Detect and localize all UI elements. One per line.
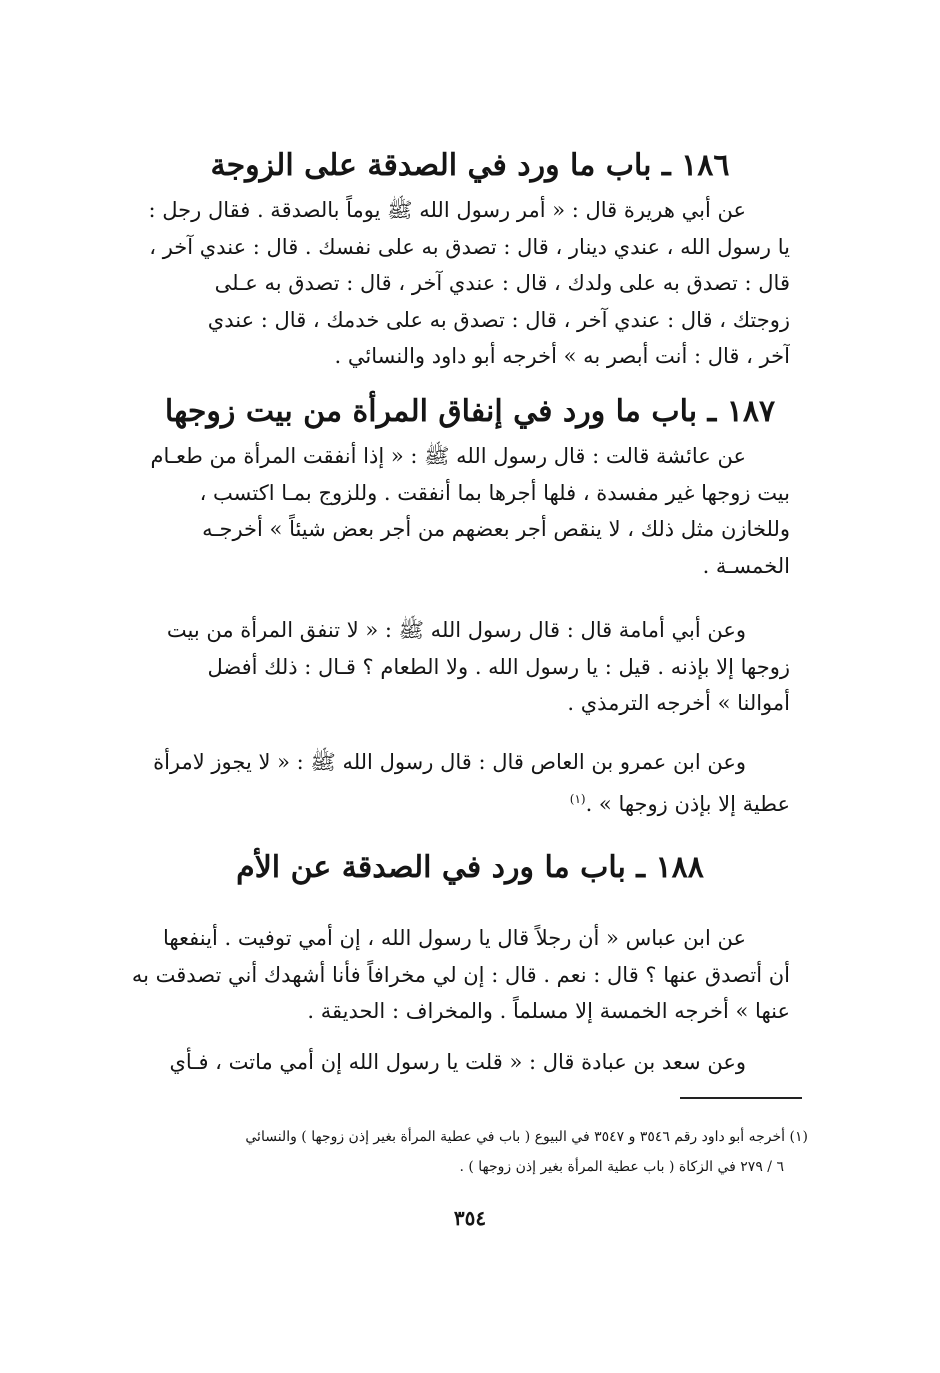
hadith-paragraph (122, 192, 790, 375)
text-line: وللخازن مثل ذلك ، لا ينقص أجر بعضهم من أجر بعض شيئاً » أخرجـه (202, 517, 790, 541)
chapter-heading-187: ١٨٧ ـ باب ما ورد في إنفاق المرأة من بيت زوجها (164, 394, 776, 429)
page-number: ٣٥٤ (453, 1206, 487, 1230)
text-line: عن أبي هريرة قال : « أمر رسول الله ﷺ يوماً بالصدقة . فقال رجل : (148, 198, 746, 222)
text-line: زوجتك ، قال : عندي آخر ، قال : تصدق به على خدمك ، قال : عندي (207, 307, 790, 332)
text-line: يا رسول الله ، عندي دينار ، قال : تصدق به على نفسك . قال : عندي آخر ، (149, 234, 790, 259)
hadith-paragraph (122, 1044, 790, 1081)
text-line: أن أتصدق عنها ؟ قال : نعم . قال : إن لي مخرافاً فأنا أشهدك أني تصدقت به (131, 962, 790, 987)
text-line: قال : تصدق به على ولدك ، قال : عندي آخر ، قال : تصدق به عـلى (214, 271, 790, 295)
footnote (128, 1122, 808, 1182)
chapter-heading-186: ١٨٦ ـ باب ما ورد في الصدقة على الزوجة (210, 148, 730, 183)
footnote-line: ٦ / ٢٧٩ في الزكاة ( باب عطية المرأة بغير إذن زوجها ) . (459, 1159, 784, 1175)
hadith-paragraph (122, 744, 790, 822)
hadith-paragraph (122, 438, 790, 584)
text-line-content: عطية إلا بإذن زوجها » . (585, 791, 790, 816)
footnote-marker: (١) (569, 791, 586, 806)
text-line: وعن ابن عمرو بن العاص قال : قال رسول الله ﷺ : « لا يجوز لامرأة (153, 750, 746, 774)
text-line: بيت زوجها غير مفسدة ، فلها أجرها بما أنفقت . وللزوج بمـا اكتسب ، (199, 480, 790, 505)
text-line (122, 781, 790, 823)
hadith-paragraph (122, 920, 790, 1030)
text-line: وعن سعد بن عبادة قال : « قلت يا رسول الله إن أمي ماتت ، فـأي (169, 1050, 746, 1074)
text-line: عن عائشة قالت : قال رسول الله ﷺ : « إذا أنفقت المرأة من طعـام (150, 444, 746, 468)
chapter-heading-188: ١٨٨ ـ باب ما ورد في الصدقة عن الأم (236, 850, 704, 885)
text-line: وعن أبي أمامة قال : قال رسول الله ﷺ : « لا تنفق المرأة من بيت (166, 618, 746, 642)
footnote-line: (١) أخرجه أبو داود رقم ٣٥٤٦ و ٣٥٤٧ في البيوع ( باب في عطية المرأة بغير إذن زوجها ) والنسائي (245, 1129, 808, 1145)
text-line: عن ابن عباس « أن رجلاً قال يا رسول الله ، إن أمي توفيت . أينفعها (162, 926, 746, 950)
footnote-divider (680, 1097, 802, 1099)
text-line: الخمسـة . (702, 553, 790, 578)
text-line: أموالنا » أخرجه الترمذي . (567, 691, 790, 715)
text-line: زوجها إلا بإذنه . قيل : يا رسول الله . ولا الطعام ؟ قـال : ذلك أفضل (207, 654, 790, 679)
text-line: عنها » أخرجه الخمسة إلا مسلماً . والمخراف : الحديقة . (307, 999, 790, 1023)
text-line: آخر ، قال : أنت أبصر به » أخرجه أبو داود والنسائي . (334, 344, 790, 368)
hadith-paragraph (122, 612, 790, 722)
